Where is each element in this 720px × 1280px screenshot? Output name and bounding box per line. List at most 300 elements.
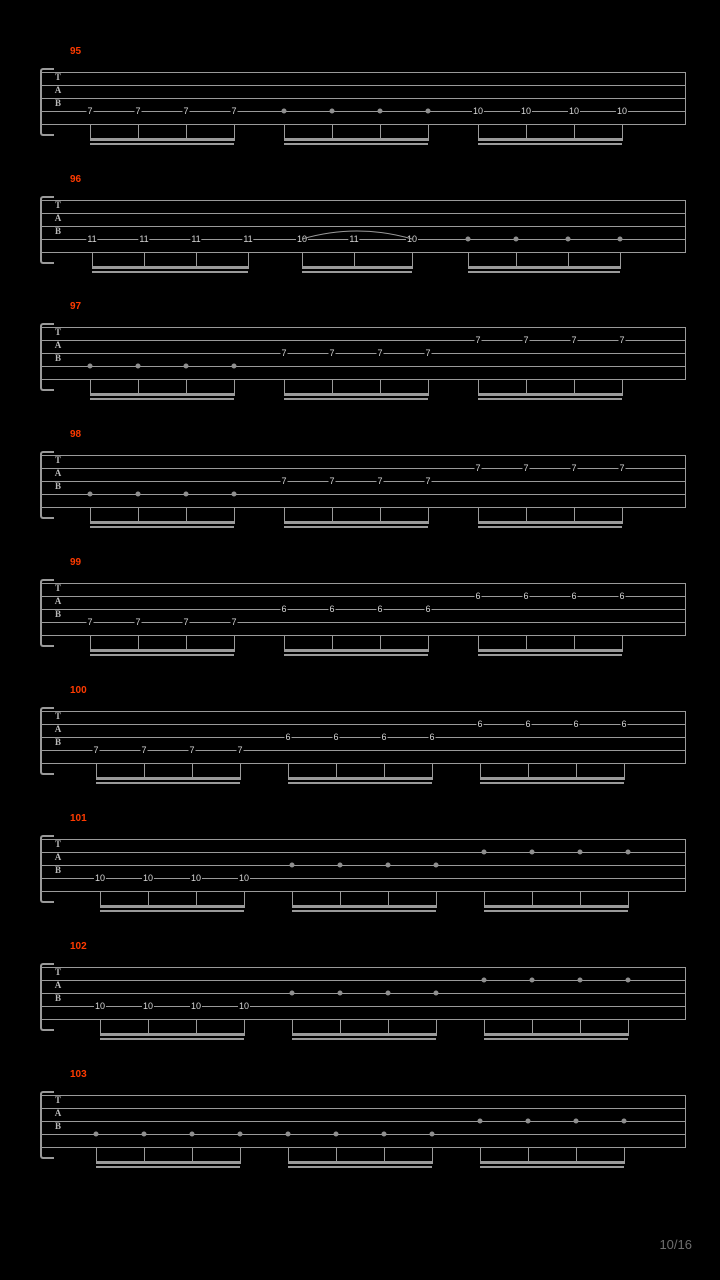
- stem: [148, 892, 149, 908]
- stem: [138, 125, 139, 141]
- beam-secondary: [302, 271, 412, 273]
- tab-note-dot: [430, 1132, 435, 1137]
- tab-note: 10: [472, 106, 484, 116]
- barline: [40, 200, 41, 253]
- staff-line: [40, 1019, 685, 1020]
- staff-line: [40, 596, 685, 597]
- stem: [432, 1148, 433, 1164]
- stem: [332, 508, 333, 524]
- stem: [380, 380, 381, 396]
- beam-secondary: [96, 782, 240, 784]
- tab-clef-letter: T: [54, 327, 61, 337]
- tab-note: 6: [285, 732, 291, 742]
- tab-note-dot: [482, 850, 487, 855]
- stem: [292, 1020, 293, 1036]
- staff-line: [40, 507, 685, 508]
- staff-line: [40, 891, 685, 892]
- stem: [580, 892, 581, 908]
- tab-note: 7: [571, 335, 577, 345]
- stem: [388, 892, 389, 908]
- tab-clef: [52, 582, 64, 621]
- tab-note: 7: [135, 106, 141, 116]
- tab-clef: [52, 199, 64, 238]
- tab-staff: [40, 711, 685, 767]
- tab-note-dot: [622, 1119, 627, 1124]
- barline: [685, 327, 686, 380]
- staff-line: [40, 353, 685, 354]
- stem: [138, 380, 139, 396]
- tab-note-dot: [578, 978, 583, 983]
- stem: [196, 253, 197, 269]
- stem: [532, 892, 533, 908]
- tab-note-dot: [282, 109, 287, 114]
- tab-note-dot: [626, 978, 631, 983]
- tab-note: 7: [475, 335, 481, 345]
- stem: [526, 636, 527, 652]
- tab-note: 10: [190, 873, 202, 883]
- tab-note: 6: [571, 591, 577, 601]
- barline: [40, 327, 41, 380]
- stem: [526, 380, 527, 396]
- stem: [240, 1148, 241, 1164]
- stem: [428, 636, 429, 652]
- staff-line: [40, 85, 685, 86]
- stem: [576, 764, 577, 780]
- measure-number: 95: [70, 46, 82, 57]
- page-number: 10/16: [659, 1237, 692, 1252]
- tab-staff: [40, 583, 685, 639]
- stem: [336, 764, 337, 780]
- tab-note: 6: [281, 604, 287, 614]
- tab-clef-letter: A: [54, 1108, 62, 1118]
- beam: [284, 138, 428, 141]
- tab-note: 6: [621, 719, 627, 729]
- tab-clef-letter: A: [54, 980, 62, 990]
- tab-clef-letter: A: [54, 596, 62, 606]
- stem: [576, 1148, 577, 1164]
- beam-secondary: [288, 782, 432, 784]
- tab-note-dot: [386, 991, 391, 996]
- stem: [480, 1148, 481, 1164]
- tab-note: 6: [329, 604, 335, 614]
- tab-note-dot: [386, 863, 391, 868]
- stem: [532, 1020, 533, 1036]
- tab-note: 7: [87, 106, 93, 116]
- stem: [480, 764, 481, 780]
- stem: [574, 508, 575, 524]
- tab-clef-letter: B: [54, 226, 61, 236]
- barline: [40, 967, 41, 1020]
- tab-clef-letter: B: [54, 609, 61, 619]
- tab-note: 10: [568, 106, 580, 116]
- beam-secondary: [284, 143, 428, 145]
- stem: [284, 636, 285, 652]
- tab-note: 7: [231, 617, 237, 627]
- staff-line: [40, 763, 685, 764]
- staff-line: [40, 481, 685, 482]
- staff-line: [40, 200, 685, 201]
- stem: [528, 764, 529, 780]
- stem: [380, 636, 381, 652]
- tab-note: 7: [377, 476, 383, 486]
- tab-clef-letter: B: [54, 353, 61, 363]
- staff-line: [40, 1095, 685, 1096]
- staff-line: [40, 1134, 685, 1135]
- tab-note: 7: [425, 348, 431, 358]
- stem: [436, 892, 437, 908]
- tab-note-dot: [574, 1119, 579, 1124]
- stem: [624, 764, 625, 780]
- stem: [192, 1148, 193, 1164]
- stem: [288, 764, 289, 780]
- beam-secondary: [480, 1166, 624, 1168]
- measure-number: 103: [70, 1069, 87, 1080]
- beam-secondary: [284, 398, 428, 400]
- staff-line: [40, 852, 685, 853]
- measure-number: 102: [70, 941, 87, 952]
- beam: [480, 1161, 624, 1164]
- barline: [40, 72, 41, 125]
- tab-note: 10: [520, 106, 532, 116]
- stem: [138, 636, 139, 652]
- tab-clef-letter: T: [54, 583, 61, 593]
- stem: [574, 380, 575, 396]
- tab-clef: [52, 71, 64, 110]
- measure-number: 96: [70, 174, 82, 185]
- stem: [478, 125, 479, 141]
- tab-note-dot: [232, 364, 237, 369]
- staff-line: [40, 1121, 685, 1122]
- stem: [478, 380, 479, 396]
- beam: [478, 138, 622, 141]
- stem: [428, 380, 429, 396]
- tab-note-dot: [88, 492, 93, 497]
- tab-note-dot: [330, 109, 335, 114]
- tab-note: 7: [231, 106, 237, 116]
- beam-secondary: [92, 271, 248, 273]
- tab-clef-letter: T: [54, 455, 61, 465]
- stem: [292, 892, 293, 908]
- stem: [244, 1020, 245, 1036]
- tab-note: 6: [429, 732, 435, 742]
- stem: [388, 1020, 389, 1036]
- tab-note: 7: [281, 476, 287, 486]
- beam: [288, 777, 432, 780]
- stem: [196, 892, 197, 908]
- tab-note-dot: [88, 364, 93, 369]
- beam-secondary: [484, 1038, 628, 1040]
- tab-note: 11: [87, 234, 97, 244]
- tab-note: 7: [183, 106, 189, 116]
- stem: [568, 253, 569, 269]
- tab-note: 10: [616, 106, 628, 116]
- tab-note: 7: [135, 617, 141, 627]
- stem: [622, 380, 623, 396]
- staff-line: [40, 124, 685, 125]
- tab-note-dot: [136, 492, 141, 497]
- stem: [484, 1020, 485, 1036]
- barline: [685, 967, 686, 1020]
- tab-clef-letter: T: [54, 200, 61, 210]
- beam: [484, 905, 628, 908]
- tab-staff: [40, 839, 685, 895]
- tab-note-dot: [290, 863, 295, 868]
- stem: [628, 892, 629, 908]
- beam: [480, 777, 624, 780]
- beam: [478, 649, 622, 652]
- tab-clef-letter: B: [54, 98, 61, 108]
- beam: [96, 1161, 240, 1164]
- stem: [284, 125, 285, 141]
- beam-secondary: [478, 143, 622, 145]
- stem: [380, 508, 381, 524]
- tab-note: 6: [619, 591, 625, 601]
- tab-note: 7: [523, 463, 529, 473]
- stem: [628, 1020, 629, 1036]
- barline: [40, 583, 41, 636]
- tab-note: 7: [475, 463, 481, 473]
- tab-note-dot: [142, 1132, 147, 1137]
- tab-note: 7: [523, 335, 529, 345]
- stem: [384, 1148, 385, 1164]
- stem: [622, 636, 623, 652]
- beam-secondary: [478, 526, 622, 528]
- tab-note: 7: [237, 745, 243, 755]
- stem: [622, 508, 623, 524]
- tab-note-dot: [434, 863, 439, 868]
- staff-line: [40, 711, 685, 712]
- tab-note: 11: [191, 234, 201, 244]
- tab-note-dot: [478, 1119, 483, 1124]
- tab-note-dot: [338, 863, 343, 868]
- tab-note: 7: [329, 476, 335, 486]
- tab-note-dot: [530, 850, 535, 855]
- beam: [90, 649, 234, 652]
- tab-note: 10: [238, 873, 250, 883]
- tab-note: 7: [619, 335, 625, 345]
- barline: [685, 72, 686, 125]
- stem: [624, 1148, 625, 1164]
- stem: [100, 1020, 101, 1036]
- stem: [96, 1148, 97, 1164]
- tab-note-dot: [618, 237, 623, 242]
- stem: [436, 1020, 437, 1036]
- tab-note: 10: [406, 234, 418, 244]
- stem: [186, 380, 187, 396]
- tab-clef: [52, 838, 64, 877]
- barline: [685, 455, 686, 508]
- staff-line: [40, 1108, 685, 1109]
- staff-line: [40, 252, 685, 253]
- beam: [92, 266, 248, 269]
- tab-clef: [52, 326, 64, 365]
- tab-note: 10: [94, 1001, 106, 1011]
- stem: [428, 508, 429, 524]
- stem: [90, 380, 91, 396]
- tab-staff: [40, 327, 685, 383]
- beam-secondary: [292, 1038, 436, 1040]
- barline: [685, 583, 686, 636]
- staff-line: [40, 609, 685, 610]
- stem: [148, 1020, 149, 1036]
- stem: [428, 125, 429, 141]
- staff-line: [40, 327, 685, 328]
- beam: [90, 393, 234, 396]
- stem: [620, 253, 621, 269]
- tab-note: 7: [425, 476, 431, 486]
- stem: [384, 764, 385, 780]
- beam: [292, 1033, 436, 1036]
- beam-secondary: [96, 1166, 240, 1168]
- stem: [138, 508, 139, 524]
- stem: [144, 253, 145, 269]
- beam-secondary: [480, 782, 624, 784]
- tab-note: 7: [189, 745, 195, 755]
- beam: [288, 1161, 432, 1164]
- tab-note-dot: [184, 492, 189, 497]
- stem: [284, 508, 285, 524]
- barline: [40, 1095, 41, 1148]
- tab-note: 6: [425, 604, 431, 614]
- stem: [196, 1020, 197, 1036]
- tab-note: 11: [139, 234, 149, 244]
- stem: [144, 1148, 145, 1164]
- tab-clef: [52, 966, 64, 1005]
- stem: [234, 125, 235, 141]
- beam-secondary: [284, 526, 428, 528]
- stem: [90, 125, 91, 141]
- tab-note: 6: [381, 732, 387, 742]
- beam: [468, 266, 620, 269]
- tab-note-dot: [434, 991, 439, 996]
- beam: [100, 1033, 244, 1036]
- staff-line: [40, 72, 685, 73]
- beam: [284, 521, 428, 524]
- tab-note-dot: [466, 237, 471, 242]
- measure-number: 101: [70, 813, 87, 824]
- tab-note: 6: [477, 719, 483, 729]
- staff-line: [40, 1147, 685, 1148]
- tab-note: 6: [475, 591, 481, 601]
- stem: [622, 125, 623, 141]
- stem: [144, 764, 145, 780]
- stem: [380, 125, 381, 141]
- tab-clef-letter: A: [54, 213, 62, 223]
- tab-note: 7: [87, 617, 93, 627]
- beam-secondary: [100, 910, 244, 912]
- beam: [284, 649, 428, 652]
- beam-secondary: [484, 910, 628, 912]
- staff-line: [40, 635, 685, 636]
- tab-note: 7: [183, 617, 189, 627]
- tab-note-dot: [232, 492, 237, 497]
- tab-note: 7: [93, 745, 99, 755]
- tab-note-dot: [514, 237, 519, 242]
- tab-note-dot: [334, 1132, 339, 1137]
- stem: [192, 764, 193, 780]
- stem: [332, 380, 333, 396]
- stem: [528, 1148, 529, 1164]
- tab-note: 10: [190, 1001, 202, 1011]
- tab-clef: [52, 1094, 64, 1133]
- tab-note: 10: [238, 1001, 250, 1011]
- tab-note: 11: [243, 234, 253, 244]
- measure-number: 99: [70, 557, 82, 568]
- tab-note-dot: [566, 237, 571, 242]
- tab-staff: [40, 967, 685, 1023]
- tab-clef-letter: A: [54, 852, 62, 862]
- stem: [302, 253, 303, 269]
- tab-note: 6: [333, 732, 339, 742]
- stem: [92, 253, 93, 269]
- tab-note: 7: [571, 463, 577, 473]
- tab-note-dot: [290, 991, 295, 996]
- stem: [90, 508, 91, 524]
- tab-clef-letter: A: [54, 724, 62, 734]
- beam-secondary: [292, 910, 436, 912]
- beam-secondary: [90, 526, 234, 528]
- staff-line: [40, 340, 685, 341]
- tab-staff: [40, 455, 685, 511]
- beam: [478, 521, 622, 524]
- stem: [234, 636, 235, 652]
- stem: [354, 253, 355, 269]
- stem: [574, 125, 575, 141]
- beam-secondary: [284, 654, 428, 656]
- barline: [685, 839, 686, 892]
- staff-line: [40, 98, 685, 99]
- beam: [100, 905, 244, 908]
- tab-note: 6: [523, 591, 529, 601]
- staff-line: [40, 967, 685, 968]
- measure-number: 97: [70, 301, 82, 312]
- beam-secondary: [90, 398, 234, 400]
- stem: [186, 125, 187, 141]
- tab-clef-letter: T: [54, 967, 61, 977]
- tab-clef-letter: T: [54, 72, 61, 82]
- stem: [412, 253, 413, 269]
- tab-note: 7: [141, 745, 147, 755]
- beam: [478, 393, 622, 396]
- tab-note: 6: [573, 719, 579, 729]
- stem: [332, 636, 333, 652]
- tab-note-dot: [382, 1132, 387, 1137]
- tab-note-dot: [626, 850, 631, 855]
- tab-note: 6: [525, 719, 531, 729]
- tab-note-dot: [286, 1132, 291, 1137]
- tab-note: 10: [94, 873, 106, 883]
- barline: [40, 455, 41, 508]
- staff-line: [40, 724, 685, 725]
- tab-note-dot: [94, 1132, 99, 1137]
- tab-clef-letter: B: [54, 993, 61, 1003]
- stem: [186, 508, 187, 524]
- barline: [685, 711, 686, 764]
- tab-note-dot: [184, 364, 189, 369]
- tab-note-dot: [238, 1132, 243, 1137]
- tab-note-dot: [338, 991, 343, 996]
- tab-note: 11: [349, 234, 359, 244]
- tab-staff: [40, 72, 685, 128]
- beam-secondary: [468, 271, 620, 273]
- stem: [484, 892, 485, 908]
- staff-line: [40, 1006, 685, 1007]
- stem: [478, 508, 479, 524]
- measure-number: 98: [70, 429, 82, 440]
- stem: [244, 892, 245, 908]
- tab-clef-letter: B: [54, 1121, 61, 1131]
- beam-secondary: [288, 1166, 432, 1168]
